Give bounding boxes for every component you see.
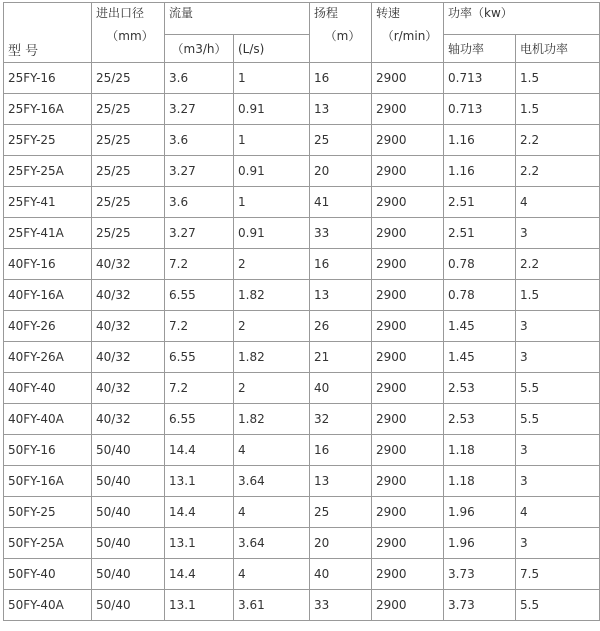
head-cell: 16 (310, 435, 372, 466)
flow-ls-cell: 1 (234, 187, 310, 218)
inlet-cell: 50/40 (92, 528, 165, 559)
model-cell: 40FY-40 (4, 373, 92, 404)
head-cell: 13 (310, 94, 372, 125)
model-cell: 25FY-16A (4, 94, 92, 125)
model-cell: 50FY-40A (4, 590, 92, 621)
head-cell: 25 (310, 125, 372, 156)
table-row (4, 559, 600, 590)
head-cell: 26 (310, 311, 372, 342)
power-header: 功率（kw） (444, 3, 600, 35)
head-cell: 16 (310, 249, 372, 280)
model-cell: 50FY-25 (4, 497, 92, 528)
shaft-power-cell: 1.45 (444, 342, 516, 373)
flow-m3h-cell: 3.27 (165, 94, 234, 125)
model-cell: 25FY-16 (4, 63, 92, 94)
flow-m3h-cell: 13.1 (165, 590, 234, 621)
inlet-cell: 40/32 (92, 342, 165, 373)
motor-power-cell: 5.5 (516, 373, 600, 404)
motor-power-cell: 3 (516, 342, 600, 373)
flow-m3h-header: （m3/h） (165, 35, 234, 63)
shaft-power-cell: 2.53 (444, 373, 516, 404)
flow-header: 流量 (165, 3, 310, 35)
flow-ls-header: (L/s) (234, 35, 310, 63)
flow-ls-cell: 1.82 (234, 342, 310, 373)
table-row (4, 280, 600, 311)
table-row (4, 156, 600, 187)
motor-power-cell: 3 (516, 466, 600, 497)
flow-ls-cell: 0.91 (234, 218, 310, 249)
model-header: 型 号 (4, 3, 92, 63)
speed-cell: 2900 (372, 280, 444, 311)
flow-m3h-cell: 3.27 (165, 218, 234, 249)
speed-cell: 2900 (372, 94, 444, 125)
speed-cell: 2900 (372, 249, 444, 280)
inlet-cell: 50/40 (92, 435, 165, 466)
head-cell: 20 (310, 156, 372, 187)
speed-cell: 2900 (372, 404, 444, 435)
motor-power-cell: 7.5 (516, 559, 600, 590)
flow-m3h-cell: 7.2 (165, 249, 234, 280)
speed-cell: 2900 (372, 156, 444, 187)
table-row (4, 125, 600, 156)
flow-ls-cell: 1 (234, 125, 310, 156)
speed-cell: 2900 (372, 466, 444, 497)
inlet-cell: 25/25 (92, 63, 165, 94)
shaft-power-header: 轴功率 (444, 35, 516, 63)
table-row (4, 373, 600, 404)
inlet-header-label: 进出口径 (96, 6, 145, 20)
head-header-label: 扬程 (314, 6, 339, 20)
flow-m3h-cell: 7.2 (165, 311, 234, 342)
inlet-cell: 25/25 (92, 125, 165, 156)
header-row-1 (4, 3, 600, 35)
speed-cell: 2900 (372, 63, 444, 94)
flow-m3h-cell: 6.55 (165, 342, 234, 373)
shaft-power-cell: 0.713 (444, 94, 516, 125)
shaft-power-cell: 3.73 (444, 559, 516, 590)
table-row (4, 404, 600, 435)
head-cell: 33 (310, 218, 372, 249)
head-cell: 16 (310, 63, 372, 94)
table-row (4, 311, 600, 342)
head-cell: 40 (310, 559, 372, 590)
flow-ls-cell: 3.61 (234, 590, 310, 621)
table-row (4, 94, 600, 125)
shaft-power-cell: 3.73 (444, 590, 516, 621)
table-row (4, 590, 600, 621)
table-row (4, 528, 600, 559)
motor-power-cell: 3 (516, 218, 600, 249)
model-cell: 25FY-25 (4, 125, 92, 156)
head-cell: 32 (310, 404, 372, 435)
flow-ls-cell: 4 (234, 435, 310, 466)
speed-cell: 2900 (372, 559, 444, 590)
flow-m3h-cell: 14.4 (165, 559, 234, 590)
head-cell: 40 (310, 373, 372, 404)
motor-power-cell: 3 (516, 435, 600, 466)
inlet-cell: 50/40 (92, 559, 165, 590)
motor-power-header: 电机功率 (516, 35, 600, 63)
head-cell: 25 (310, 497, 372, 528)
speed-cell: 2900 (372, 187, 444, 218)
flow-ls-cell: 2 (234, 249, 310, 280)
speed-cell: 2900 (372, 311, 444, 342)
flow-ls-cell: 3.64 (234, 528, 310, 559)
table-row (4, 466, 600, 497)
shaft-power-cell: 1.45 (444, 311, 516, 342)
flow-m3h-cell: 7.2 (165, 373, 234, 404)
shaft-power-cell: 0.78 (444, 280, 516, 311)
inlet-header (92, 3, 165, 63)
speed-cell: 2900 (372, 218, 444, 249)
head-header (310, 3, 372, 63)
model-cell: 40FY-40A (4, 404, 92, 435)
head-cell: 13 (310, 280, 372, 311)
table-row (4, 187, 600, 218)
flow-m3h-cell: 3.6 (165, 125, 234, 156)
flow-m3h-cell: 6.55 (165, 280, 234, 311)
inlet-cell: 50/40 (92, 497, 165, 528)
inlet-header-unit: （mm） (106, 29, 154, 43)
model-cell: 40FY-16A (4, 280, 92, 311)
shaft-power-cell: 2.51 (444, 218, 516, 249)
motor-power-cell: 1.5 (516, 63, 600, 94)
flow-ls-cell: 0.91 (234, 156, 310, 187)
shaft-power-cell: 1.96 (444, 528, 516, 559)
speed-header (372, 3, 444, 63)
table-row (4, 342, 600, 373)
speed-cell: 2900 (372, 342, 444, 373)
inlet-cell: 40/32 (92, 373, 165, 404)
model-cell: 50FY-16A (4, 466, 92, 497)
inlet-cell: 25/25 (92, 187, 165, 218)
flow-m3h-cell: 3.6 (165, 187, 234, 218)
inlet-cell: 25/25 (92, 94, 165, 125)
shaft-power-cell: 2.51 (444, 187, 516, 218)
motor-power-cell: 1.5 (516, 94, 600, 125)
shaft-power-cell: 0.713 (444, 63, 516, 94)
inlet-cell: 40/32 (92, 280, 165, 311)
speed-cell: 2900 (372, 373, 444, 404)
inlet-cell: 40/32 (92, 311, 165, 342)
flow-m3h-cell: 6.55 (165, 404, 234, 435)
table-row (4, 249, 600, 280)
model-cell: 50FY-16 (4, 435, 92, 466)
head-cell: 33 (310, 590, 372, 621)
motor-power-cell: 2.2 (516, 249, 600, 280)
flow-ls-cell: 1.82 (234, 280, 310, 311)
model-cell: 40FY-26A (4, 342, 92, 373)
flow-m3h-cell: 3.6 (165, 63, 234, 94)
model-cell: 40FY-16 (4, 249, 92, 280)
flow-ls-cell: 4 (234, 497, 310, 528)
flow-ls-cell: 4 (234, 559, 310, 590)
speed-cell: 2900 (372, 528, 444, 559)
shaft-power-cell: 1.16 (444, 125, 516, 156)
flow-m3h-cell: 3.27 (165, 156, 234, 187)
speed-cell: 2900 (372, 590, 444, 621)
flow-m3h-cell: 13.1 (165, 528, 234, 559)
model-cell: 50FY-40 (4, 559, 92, 590)
shaft-power-cell: 1.18 (444, 466, 516, 497)
motor-power-cell: 5.5 (516, 590, 600, 621)
inlet-cell: 40/32 (92, 249, 165, 280)
speed-cell: 2900 (372, 125, 444, 156)
inlet-cell: 25/25 (92, 218, 165, 249)
inlet-cell: 40/32 (92, 404, 165, 435)
table-body (4, 63, 600, 621)
motor-power-cell: 4 (516, 187, 600, 218)
inlet-cell: 50/40 (92, 466, 165, 497)
shaft-power-cell: 2.53 (444, 404, 516, 435)
table-row (4, 497, 600, 528)
pump-spec-table (3, 2, 600, 621)
motor-power-cell: 5.5 (516, 404, 600, 435)
head-cell: 20 (310, 528, 372, 559)
flow-ls-cell: 1 (234, 63, 310, 94)
motor-power-cell: 2.2 (516, 156, 600, 187)
speed-header-unit: （r/min） (381, 29, 438, 43)
motor-power-cell: 3 (516, 528, 600, 559)
speed-header-label: 转速 (376, 6, 401, 20)
flow-ls-cell: 2 (234, 311, 310, 342)
inlet-cell: 25/25 (92, 156, 165, 187)
shaft-power-cell: 1.16 (444, 156, 516, 187)
speed-cell: 2900 (372, 497, 444, 528)
head-header-unit: （m） (324, 29, 361, 43)
table-row (4, 435, 600, 466)
model-cell: 25FY-41A (4, 218, 92, 249)
speed-cell: 2900 (372, 435, 444, 466)
motor-power-cell: 3 (516, 311, 600, 342)
motor-power-cell: 4 (516, 497, 600, 528)
flow-ls-cell: 0.91 (234, 94, 310, 125)
model-cell: 25FY-25A (4, 156, 92, 187)
head-cell: 41 (310, 187, 372, 218)
shaft-power-cell: 1.18 (444, 435, 516, 466)
flow-ls-cell: 2 (234, 373, 310, 404)
motor-power-cell: 2.2 (516, 125, 600, 156)
inlet-cell: 50/40 (92, 590, 165, 621)
flow-m3h-cell: 13.1 (165, 466, 234, 497)
motor-power-cell: 1.5 (516, 280, 600, 311)
model-cell: 40FY-26 (4, 311, 92, 342)
head-cell: 13 (310, 466, 372, 497)
shaft-power-cell: 0.78 (444, 249, 516, 280)
model-cell: 25FY-41 (4, 187, 92, 218)
flow-m3h-cell: 14.4 (165, 435, 234, 466)
shaft-power-cell: 1.96 (444, 497, 516, 528)
head-cell: 21 (310, 342, 372, 373)
flow-m3h-cell: 14.4 (165, 497, 234, 528)
model-cell: 50FY-25A (4, 528, 92, 559)
flow-ls-cell: 3.64 (234, 466, 310, 497)
table-row (4, 63, 600, 94)
table-row (4, 218, 600, 249)
flow-ls-cell: 1.82 (234, 404, 310, 435)
